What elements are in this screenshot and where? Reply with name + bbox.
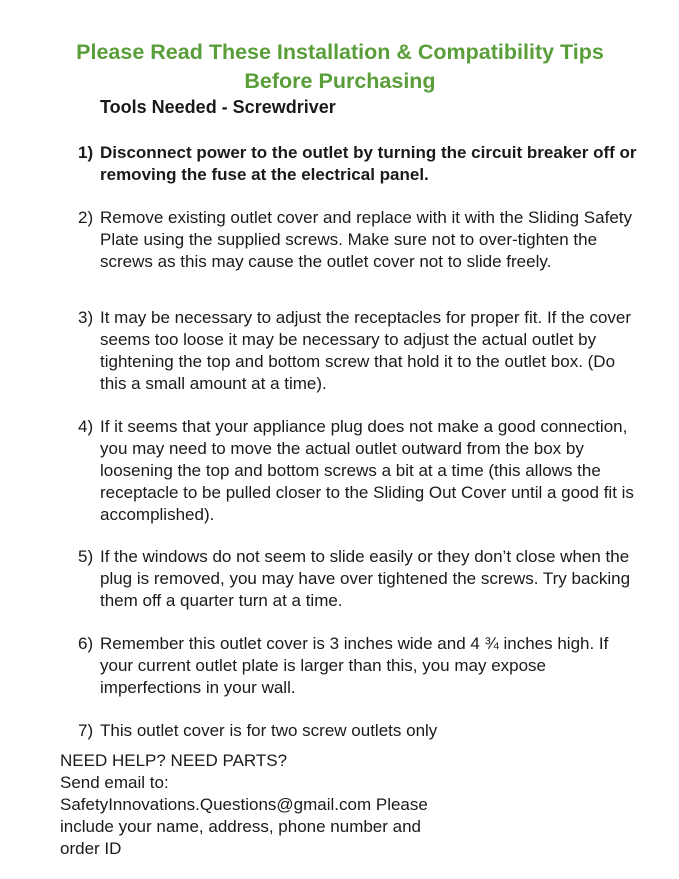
step-number: 7) — [78, 721, 94, 740]
step-5 — [78, 546, 638, 612]
step-text: If the windows do not seem to slide easily or they don’t close when the plug is removed, you may have over tightened the screws. Try backing them off a quarter turn at a time. — [100, 547, 631, 610]
step-6 — [78, 633, 638, 699]
step-number: 4) — [78, 417, 94, 436]
tools-needed: Tools Needed - Screwdriver — [100, 97, 336, 117]
title-line-1: Please Read These Installation & Compatibility Tips — [76, 40, 604, 64]
help-heading: NEED HELP? NEED PARTS? — [60, 751, 288, 770]
help-instructions: include your name, address, phone number and — [60, 817, 422, 836]
help-order-id: order ID — [60, 839, 122, 858]
step-text: This outlet cover is for two screw outlets only — [100, 721, 438, 740]
step-text: It may be necessary to adjust the receptacles for proper fit. If the cover seems too loose it may be necessary to adjust the actual outlet by tightening the top and bottom screw that hold it to the outlet box. (Do this a small amount at a time). — [100, 308, 632, 393]
step-number: 1) — [78, 143, 94, 162]
step-text: Remove existing outlet cover and replace with it with the Sliding Safety Plate using the supplied screws. Make sure not to over-tighten the screws as this may cause the outlet cover not to slide freely. — [100, 208, 632, 271]
step-number: 3) — [78, 308, 94, 327]
step-7 — [78, 720, 638, 742]
step-1 — [78, 142, 638, 186]
page-title — [40, 38, 640, 96]
help-send-email: Send email to: — [60, 773, 169, 792]
step-number: 2) — [78, 208, 94, 227]
step-2 — [78, 207, 638, 273]
step-4 — [78, 416, 638, 526]
step-3 — [78, 307, 638, 395]
step-number: 6) — [78, 634, 94, 653]
step-text: Remember this outlet cover is 3 inches wide and 4 ¾ inches high. If your current outlet plate is larger than this, you may expose imperfections in your wall. — [100, 634, 609, 697]
help-contact — [60, 750, 490, 860]
help-email-address: SafetyInnovations.Questions@gmail.com Please — [60, 795, 428, 814]
step-text: If it seems that your appliance plug does not make a good connection, you may need to move the actual outlet outward from the box by loosening the top and bottom screws a bit at a time (this allows the receptacle to be pulled closer to the Sliding Out Cover until a good fit is accomplished). — [100, 417, 634, 524]
title-line-2: Before Purchasing — [244, 69, 436, 93]
step-number: 5) — [78, 547, 94, 566]
step-text: Disconnect power to the outlet by turning the circuit breaker off or removing the fuse at the electrical panel. — [100, 143, 637, 184]
